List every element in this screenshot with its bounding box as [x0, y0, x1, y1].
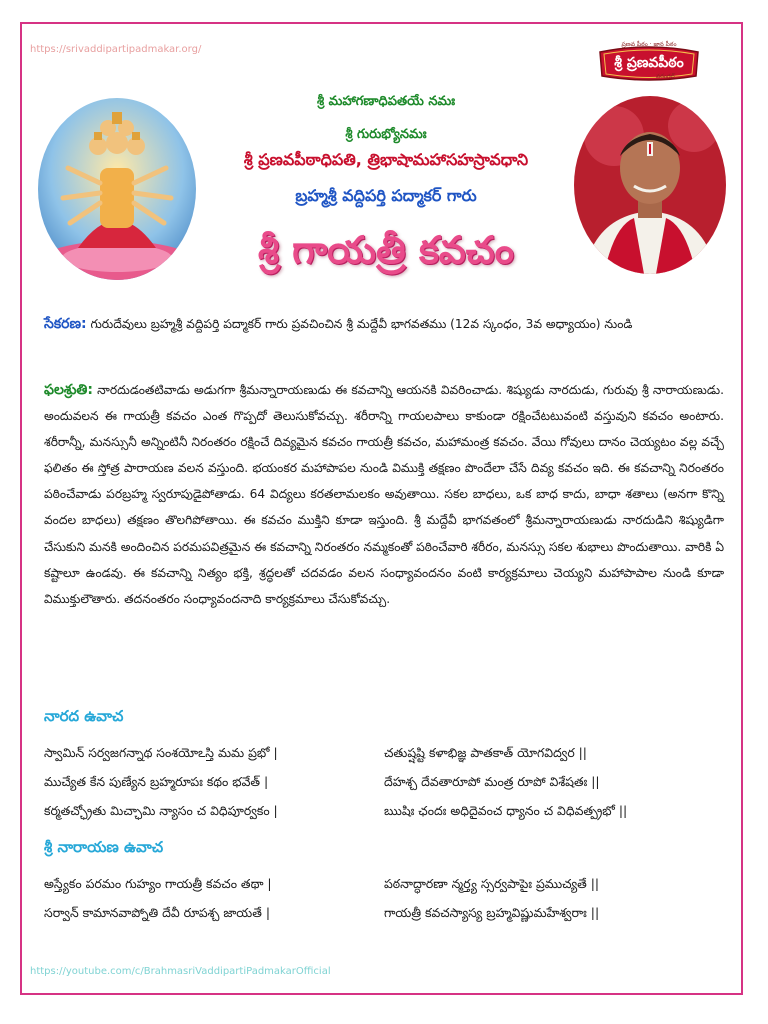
verse-line: పఠనాద్ధారణా న్మర్త్య స్సర్వపాపైః ప్రముచ్యతే || — [384, 876, 600, 891]
verse-list-narayana — [44, 869, 724, 927]
logo-tagline: ప్రణవ పీఠం · జ్ఞాన పీఠం — [621, 41, 677, 48]
pranavapeetham-logo — [596, 40, 702, 84]
source-paragraph — [44, 311, 724, 337]
phalasruti-label: ఫలశ్రుతి: — [44, 382, 93, 398]
source-text: గురుదేవులు బ్రహ్మశ్రీ వద్దిపర్తి పద్మాకర్ గారు ప్రవచించిన శ్రీ మద్దేవీ భాగవతము (12వ స్కంధం, 3వ అధ్యాయం) నుండి — [86, 317, 633, 331]
verse-line: అస్త్యేకం పరమం గుహ్యం గాయత్రీ కవచం తథా | — [44, 876, 272, 891]
verse-list-narada — [44, 738, 724, 825]
section-heading-narada: నారద ఉవాచ — [44, 707, 124, 725]
website-link[interactable]: https://srivaddipartipadmakar.org/ — [30, 44, 202, 55]
verse-row — [44, 796, 724, 825]
verse-line: ముచ్యేత కేన పుణ్యేన బ్రహ్మరూపః కథం భవేత్ | — [44, 774, 269, 789]
phalasruti-paragraph — [44, 377, 724, 612]
source-label: సేకరణ: — [44, 316, 87, 332]
verse-line: సర్వాన్ కామానవాప్నోతి దేవీ రూపశ్చ జాయతే | — [44, 905, 270, 920]
logo-text: శ్రీ ప్రణవపీఠం — [614, 55, 684, 71]
logo-sub: వరంగల్ — [656, 73, 675, 80]
verse-row — [44, 738, 724, 767]
verse-line: ఋషిః ఛందః అధిదైవంచ ధ్యానం చ విధివత్ప్రభో || — [384, 803, 628, 818]
verse-row — [44, 898, 724, 927]
guru-name: బ్రహ్మశ్రీ వద్దిపర్తి పద్మాకర్ గారు — [295, 186, 477, 205]
invocation-ganapati: శ్రీ మహాగణాధిపతయే నమః — [316, 94, 456, 109]
verse-line: గాయత్రీ కవచస్యాస్య బ్రహ్మవిష్ణుమహేశ్వరాః || — [384, 905, 600, 920]
verse-line: దేహశ్చ దేవతారూపో మంత్ర రూపో విశేషతః || — [384, 774, 600, 789]
verse-line: చతుష్షష్టి కళాభిజ్ఞ పాతకాత్ యోగవిద్వర || — [384, 745, 587, 760]
verse-line: స్వామిన్ సర్వజగన్నాథ సంశయోఽస్తి మమ ప్రభో | — [44, 745, 278, 760]
invocation-guru: శ్రీ గురుభ్యోనమః — [345, 127, 427, 142]
verse-row — [44, 869, 724, 898]
gayatri-devi-image — [38, 98, 196, 280]
guru-title: శ్రీ ప్రణవపీఠాధిపతి, త్రిభాషామహాసహస్రావధాని — [243, 150, 529, 169]
verse-line: కర్మతచ్ఛ్రోతు మిచ్ఛామి న్యాసం చ విధిపూర్వకం | — [44, 803, 278, 818]
guru-portrait-image — [574, 96, 726, 274]
page-title: శ్రీ గాయత్రీ కవచం — [258, 228, 514, 272]
phalasruti-text: నారదుడంతటివాడు అడుగగా శ్రీమన్నారాయణుడు ఈ కవచాన్ని ఆయనకి వివరించాడు. శిష్యుడు నారదుడు, గురువు శ్రీ నారాయణుడు. అందువలన ఈ గాయత్రీ కవచం ఎంత గొప్పదో తెలుసుకోవచ్చు. శరీరాన్ని గాయలపాలు కాకుండా రక్షించేటటువంటి వస్తువుని కవచం అంటారు. శరీరాన్నీ, మనస్సునీ అన్నింటినీ నిరంతరం రక్షించే దివ్యమైన కవచం గాయత్రీ కవచం, మహామంత్ర కవచం. వేయి గోవులు దానం చెయ్యటం వల్ల వచ్చే ఫలితం ఈ స్తోత్ర పారాయణ వలన వస్తుంది. భయంకర మహాపాపల నుండి విముక్తి తక్షణం పొందేలా చేసే దివ్య కవచం ఇది. ఈ కవచాన్ని నిరంతరం పఠించేవాడు పరబ్రహ్మ స్వరూపుడైపోతాడు. 64 విద్యలు కరతలామలకం అవుతాయి. సకల బాధలు, ఒక బాధ కాదు, బాధా శతాలు (అనగా కొన్ని వందల బాధలు) తక్షణం తొలగిపోతాయి. ఈ కవచం ముక్తిని కూడా ఇస్తుంది. శ్రీ మద్దేవీ భాగవతంలో శ్రీమన్నారాయణుడు నారదుడిని శిష్యుడిగా చేసుకుని మనకి అందించిన పరమపవిత్రమైన ఈ కవచాన్ని నిరంతరం నమ్మకంతో పఠించేవారి శరీరం, మనస్సు సకల శుభాలు పొందుతాయి. వారికి ఏ కష్టాలూ ఉండవు. ఈ కవచాన్ని నిత్యం భక్తి, శ్రద్ధలతో చదవడం వలన సంధ్యావందనం వంటి కార్యక్రమాలు చెయ్యని మహాపాపాల నుండి కూడా విముక్తులౌతారు. తదనంతరం సంధ్యావందనాది కార్యక్రమాలు చేసుకోవచ్చు. — [44, 383, 725, 606]
section-heading-narayana: శ్రీ నారాయణ ఉవాచ — [44, 838, 164, 856]
youtube-link[interactable]: https://youtube.com/c/BrahmasriVaddipartiPadmakarOfficial — [30, 966, 331, 977]
verse-row — [44, 767, 724, 796]
